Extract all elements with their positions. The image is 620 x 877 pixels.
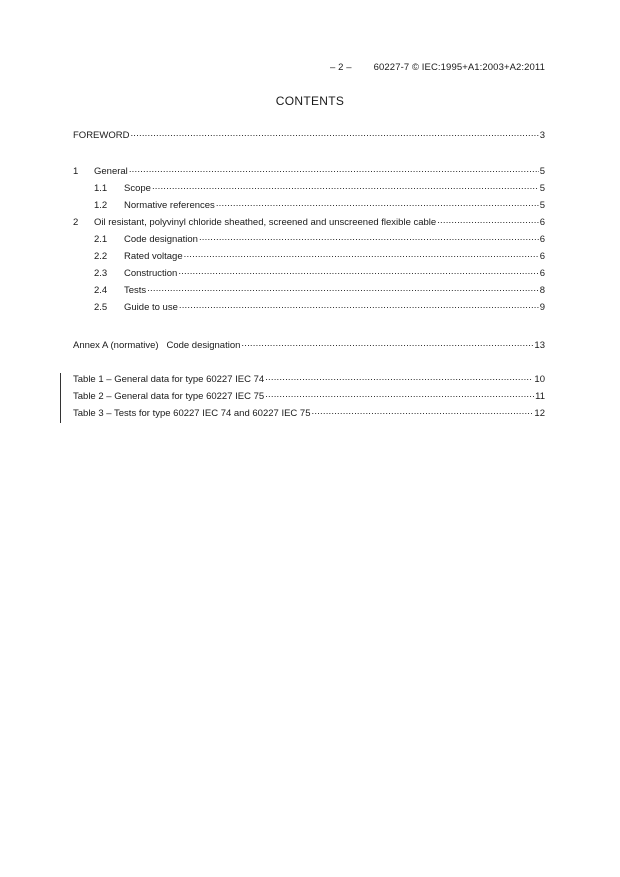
toc-entry-page: 6 [539, 268, 545, 279]
toc-foreword-block [73, 127, 545, 144]
toc-entry-label: Scope [124, 183, 151, 194]
toc-entry-label: Guide to use [124, 302, 178, 313]
toc-entry-number: 2.2 [94, 251, 108, 262]
toc-entry-label: Construction [124, 268, 178, 279]
dot-leader [179, 297, 539, 314]
toc-entry-page: 6 [539, 234, 545, 245]
toc-entry-label: Oil resistant, polyvinyl chloride sheathed, screened and unscreened flexible cable [94, 217, 437, 228]
toc-entry-label: Code designation [124, 234, 198, 245]
dot-leader [129, 161, 539, 178]
dot-leader [184, 246, 539, 263]
toc-entry-page: 6 [539, 251, 545, 262]
toc-entry-number: 1 [73, 166, 79, 177]
dot-leader [265, 369, 533, 386]
toc-entry-label: General [94, 166, 128, 177]
toc-entry-number: 2.3 [94, 268, 108, 279]
toc-entry-table-3[interactable] [73, 405, 545, 422]
dot-leader [437, 212, 539, 229]
toc-entry-number: 2.1 [94, 234, 108, 245]
toc-entry-label: Tests [124, 285, 147, 296]
toc-entry-page: 10 [534, 374, 545, 385]
toc-entry-page: 8 [539, 285, 545, 296]
toc-entry-page: 3 [539, 130, 545, 141]
toc-entry-page: 9 [539, 302, 545, 313]
toc-entry-section-2-5[interactable] [73, 299, 545, 316]
toc-entry-label: Rated voltage [124, 251, 183, 262]
page-header [330, 62, 545, 73]
dot-leader [199, 229, 539, 246]
toc-tables-block [73, 371, 545, 422]
dot-leader [178, 263, 538, 280]
toc-entry-label: FOREWORD [73, 130, 130, 141]
toc-entry-label: Annex A (normative) Code designation [73, 340, 241, 351]
toc-entry-page: 6 [539, 217, 545, 228]
toc-entry-label: Normative references [124, 200, 215, 211]
toc-entry-number: 1.1 [94, 183, 108, 194]
toc-entry-page: 12 [534, 408, 545, 419]
toc-entry-label: Table 3 – Tests for type 60227 IEC 74 and 60227 IEC 75 [73, 408, 311, 419]
toc-entry-page: 13 [534, 340, 545, 351]
dot-leader [216, 195, 539, 212]
revision-change-bar [60, 373, 61, 423]
dot-leader [147, 280, 539, 297]
toc-entry-label: Table 1 – General data for type 60227 IEC 74 [73, 374, 265, 385]
dot-leader [152, 178, 539, 195]
toc-entry-page: 5 [539, 200, 545, 211]
toc-entry-number: 2.4 [94, 285, 108, 296]
page-number: – 2 – [330, 62, 352, 73]
contents-title: CONTENTS [275, 94, 345, 108]
toc-entry-number: 2.5 [94, 302, 108, 313]
toc-entry-page: 5 [539, 166, 545, 177]
dot-leader [130, 125, 538, 142]
toc-entry-page: 5 [539, 183, 545, 194]
dot-leader [241, 335, 533, 352]
toc-sections-block [73, 163, 545, 316]
document-reference: 60227-7 © IEC:1995+A1:2003+A2:2011 [373, 62, 545, 73]
toc-entry-number: 2 [73, 217, 79, 228]
dot-leader [265, 386, 534, 403]
toc-entry-label: Table 2 – General data for type 60227 IEC 75 [73, 391, 265, 402]
toc-entry-page: 11 [535, 391, 545, 402]
toc-entry-annex-a[interactable] [73, 337, 545, 354]
toc-annex-block [73, 337, 545, 354]
toc-entry-foreword[interactable] [73, 127, 545, 144]
toc-entry-number: 1.2 [94, 200, 108, 211]
dot-leader [312, 403, 534, 420]
